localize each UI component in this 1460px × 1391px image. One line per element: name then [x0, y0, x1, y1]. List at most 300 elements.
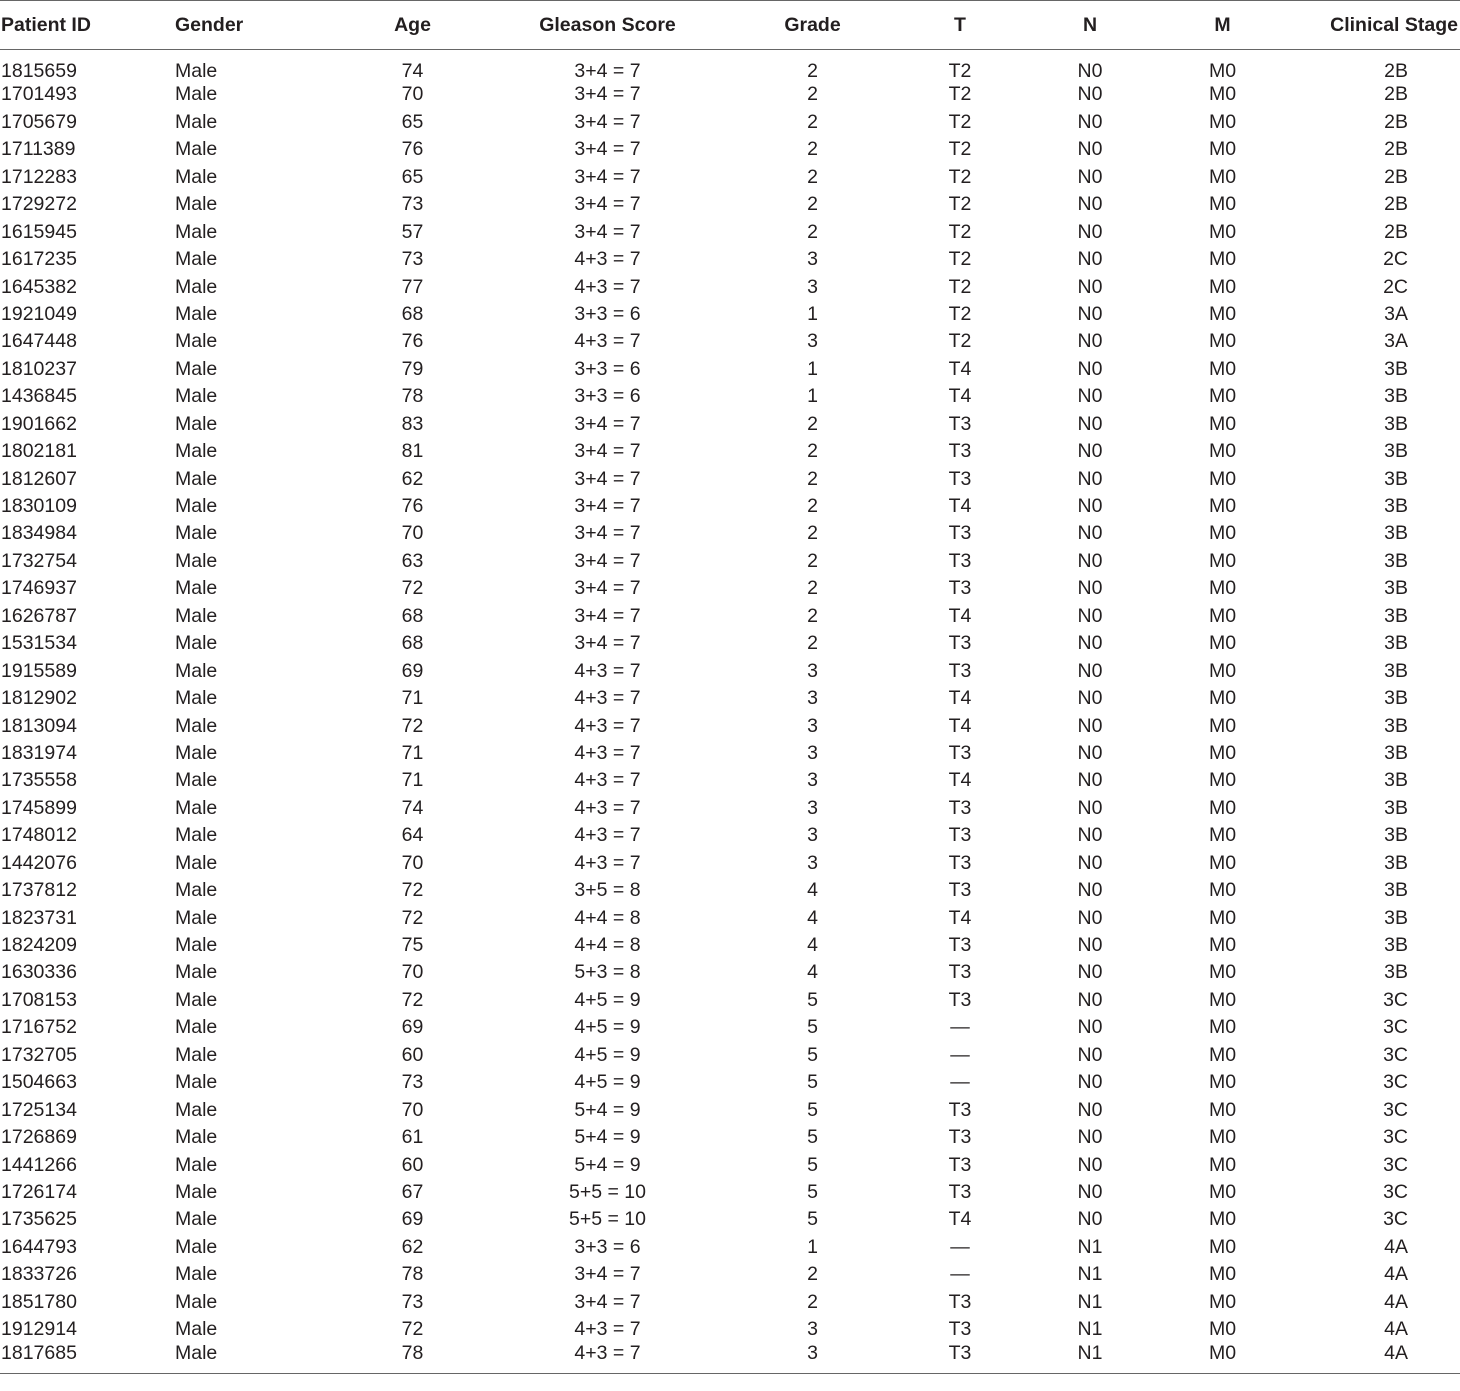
cell-grade: 2: [807, 165, 818, 188]
header-gleason-score: Gleason Score: [490, 1, 725, 50]
cell-gender: Male: [175, 1208, 218, 1231]
table-row: [0, 877, 1460, 904]
cell-t: —: [950, 1016, 970, 1039]
cell-gleason-score: 4+3 = 7: [574, 769, 641, 792]
cell-age: 72: [401, 906, 424, 929]
cell-t: T2: [948, 220, 972, 243]
cell-age: 70: [401, 851, 424, 874]
cell-grade: 5: [807, 1126, 818, 1149]
cell-age: 68: [401, 604, 424, 627]
cell-gleason-score: 3+3 = 6: [574, 302, 641, 325]
table-row: [0, 795, 1460, 822]
table-row: [0, 905, 1460, 932]
cell-patient-id: 1615945: [1, 220, 77, 243]
cell-n: N0: [1077, 714, 1103, 737]
cell-n: N0: [1077, 60, 1103, 82]
cell-clinical-stage: 3C: [1383, 1208, 1408, 1231]
table-row: [0, 987, 1460, 1014]
cell-t: T3: [948, 632, 972, 655]
table-row: [0, 1124, 1460, 1151]
cell-t: —: [950, 1043, 970, 1066]
cell-grade: 3: [807, 1318, 818, 1341]
cell-n: N0: [1077, 934, 1103, 957]
cell-m: M0: [1208, 1153, 1237, 1176]
cell-patient-id: 1626787: [1, 604, 77, 627]
cell-t: —: [950, 1235, 970, 1258]
cell-gender: Male: [175, 604, 218, 627]
cell-clinical-stage: 3B: [1384, 632, 1408, 655]
table-row: [0, 1097, 1460, 1124]
cell-gender: Male: [175, 248, 218, 271]
cell-age: 65: [401, 110, 424, 133]
cell-grade: 5: [807, 1180, 818, 1203]
cell-clinical-stage: 3B: [1384, 604, 1408, 627]
cell-t: T3: [948, 467, 972, 490]
cell-m: M0: [1208, 1126, 1237, 1149]
cell-patient-id: 1748012: [1, 824, 77, 847]
cell-n: N0: [1077, 796, 1103, 819]
cell-grade: 2: [807, 412, 818, 435]
cell-clinical-stage: 3C: [1383, 988, 1408, 1011]
header-patient-id: Patient ID: [0, 1, 175, 50]
cell-gender: Male: [175, 769, 218, 792]
cell-gender: Male: [175, 1344, 335, 1374]
cell-grade: 5: [807, 1098, 818, 1121]
table-row: [0, 713, 1460, 740]
cell-n: N1: [1077, 1235, 1103, 1258]
cell-patient-id: 1851780: [1, 1290, 77, 1313]
cell-grade: 5: [807, 1016, 818, 1039]
cell-gender: Male: [175, 741, 218, 764]
cell-t: T3: [948, 522, 972, 545]
cell-gleason-score: 3+4 = 7: [574, 1263, 641, 1286]
cell-m: M0: [1208, 906, 1237, 929]
cell-gleason-score: 3+4 = 7: [574, 1290, 641, 1313]
cell-age: 79: [401, 357, 424, 380]
cell-n: N0: [1077, 385, 1103, 408]
cell-grade: 2: [807, 604, 818, 627]
cell-t: T3: [948, 1098, 972, 1121]
cell-age: 60: [401, 1043, 424, 1066]
cell-t: T2: [948, 138, 972, 161]
cell-m: M0: [1208, 1318, 1237, 1341]
table-row: [0, 109, 1460, 136]
cell-gleason-score: 3+4 = 7: [574, 632, 641, 655]
cell-n: N0: [1077, 988, 1103, 1011]
cell-grade: 2: [807, 110, 818, 133]
cell-patient-id: 1725134: [1, 1098, 77, 1121]
cell-grade: 3: [807, 687, 818, 710]
cell-clinical-stage: 2C: [1383, 248, 1408, 271]
cell-gender: Male: [175, 60, 218, 82]
cell-patient-id: 1833726: [1, 1263, 77, 1286]
cell-t: T4: [948, 906, 972, 929]
cell-t: T4: [948, 495, 972, 518]
table-row: [0, 356, 1460, 383]
cell-m: M0: [1208, 275, 1237, 298]
table-row: [0, 191, 1460, 218]
cell-n: N0: [1077, 522, 1103, 545]
cell-clinical-stage: 2B: [1384, 83, 1408, 106]
cell-n: N0: [1077, 769, 1103, 792]
cell-n: N0: [1077, 879, 1103, 902]
cell-grade: 1: [807, 385, 818, 408]
cell-gleason-score: 3+4 = 7: [574, 138, 641, 161]
cell-gleason-score: 3+4 = 7: [574, 110, 641, 133]
cell-gleason-score: 3+4 = 7: [574, 193, 641, 216]
cell-t: T3: [948, 796, 972, 819]
cell-gleason-score: 4+5 = 9: [574, 1071, 641, 1094]
cell-clinical-stage: 3B: [1384, 577, 1408, 600]
cell-gleason-score: 3+4 = 7: [574, 549, 641, 572]
cell-m: M0: [1208, 714, 1237, 737]
cell-grade: 3: [807, 851, 818, 874]
cell-m: M0: [1208, 220, 1237, 243]
cell-age: 69: [401, 659, 424, 682]
cell-gender: Male: [175, 522, 218, 545]
table-row: [0, 960, 1460, 987]
cell-clinical-stage: 3A: [1384, 330, 1408, 353]
cell-gender: Male: [175, 1263, 218, 1286]
cell-patient-id: 1823731: [1, 906, 77, 929]
cell-grade: 2: [807, 220, 818, 243]
cell-grade: 2: [807, 632, 818, 655]
cell-gleason-score: 4+3 = 7: [574, 248, 641, 271]
cell-t: —: [950, 1071, 970, 1094]
cell-grade: 1: [807, 1235, 818, 1258]
cell-grade: 4: [807, 961, 818, 984]
cell-m: M0: [1208, 1016, 1237, 1039]
cell-n: N1: [1077, 1263, 1103, 1286]
cell-grade: 2: [807, 1263, 818, 1286]
cell-t: T2: [948, 275, 972, 298]
cell-m: M0: [1208, 193, 1237, 216]
cell-gleason-score: 5+5 = 10: [569, 1208, 646, 1231]
cell-patient-id: 1817685: [0, 1344, 175, 1374]
header-t: T: [900, 1, 1020, 50]
cell-patient-id: 1617235: [1, 248, 77, 271]
cell-m: M0: [1208, 879, 1237, 902]
cell-patient-id: 1732705: [1, 1043, 77, 1066]
cell-n: N0: [1077, 1071, 1103, 1094]
cell-clinical-stage: 2B: [1384, 165, 1408, 188]
cell-patient-id: 1630336: [1, 961, 77, 984]
cell-n: N0: [1077, 412, 1103, 435]
cell-gleason-score: 5+4 = 9: [574, 1153, 641, 1176]
header-m: M: [1160, 1, 1285, 50]
cell-age: 72: [401, 1318, 424, 1341]
cell-n: N0: [1077, 659, 1103, 682]
cell-gleason-score: 4+4 = 8: [574, 934, 641, 957]
cell-clinical-stage: 4A: [1384, 1318, 1408, 1341]
cell-clinical-stage: 3B: [1384, 741, 1408, 764]
cell-m: M0: [1208, 1180, 1237, 1203]
cell-age: 70: [401, 961, 424, 984]
cell-m: M0: [1208, 741, 1237, 764]
table-row: [0, 1069, 1460, 1096]
cell-grade: 4: [807, 906, 818, 929]
cell-t: T3: [948, 741, 972, 764]
cell-grade: 5: [807, 1208, 818, 1231]
cell-n: N0: [1077, 138, 1103, 161]
cell-gender: Male: [175, 302, 218, 325]
cell-gender: Male: [175, 495, 218, 518]
cell-gleason-score: 3+4 = 7: [574, 577, 641, 600]
cell-age: 78: [401, 1263, 424, 1286]
cell-patient-id: 1735558: [1, 769, 77, 792]
cell-age: 71: [401, 769, 424, 792]
cell-clinical-stage: 3B: [1384, 961, 1408, 984]
cell-grade: 2: [807, 467, 818, 490]
cell-n: N0: [1077, 632, 1103, 655]
cell-grade: 2: [807, 60, 818, 82]
cell-grade: 3: [807, 659, 818, 682]
cell-grade: 5: [807, 1043, 818, 1066]
cell-m: M0: [1208, 1208, 1237, 1231]
cell-m: M0: [1208, 110, 1237, 133]
cell-grade: 5: [807, 1153, 818, 1176]
cell-gleason-score: 4+3 = 7: [574, 741, 641, 764]
cell-age: 75: [401, 934, 424, 957]
cell-clinical-stage: 3B: [1384, 385, 1408, 408]
cell-clinical-stage: 2B: [1384, 193, 1408, 216]
cell-patient-id: 1737812: [1, 879, 77, 902]
cell-patient-id: 1726174: [1, 1180, 77, 1203]
table-row: [0, 438, 1460, 465]
cell-gender: Male: [175, 275, 218, 298]
cell-t: T3: [948, 1180, 972, 1203]
cell-patient-id: 1921049: [1, 302, 77, 325]
cell-gender: Male: [175, 934, 218, 957]
cell-gender: Male: [175, 714, 218, 737]
table-row: [0, 136, 1460, 163]
cell-m: M0: [1208, 385, 1237, 408]
cell-age: 65: [401, 165, 424, 188]
cell-n: N0: [1077, 687, 1103, 710]
cell-gender: Male: [175, 385, 218, 408]
cell-patient-id: 1716752: [1, 1016, 77, 1039]
cell-age: 68: [401, 302, 424, 325]
cell-patient-id: 1531534: [1, 632, 77, 655]
cell-clinical-stage: 4A: [1384, 1235, 1408, 1258]
cell-gleason-score: 5+4 = 9: [574, 1098, 641, 1121]
cell-t: T3: [900, 1344, 1020, 1374]
table-row: [0, 466, 1460, 493]
cell-n: N0: [1077, 440, 1103, 463]
cell-gender: Male: [175, 796, 218, 819]
cell-clinical-stage: 4A: [1384, 1290, 1408, 1313]
cell-n: N0: [1077, 302, 1103, 325]
header-row: [0, 1, 1460, 50]
cell-clinical-stage: 3B: [1384, 495, 1408, 518]
cell-t: T3: [948, 440, 972, 463]
cell-t: T3: [948, 851, 972, 874]
cell-grade: 3: [725, 1344, 900, 1374]
cell-gender: Male: [175, 906, 218, 929]
cell-clinical-stage: 3C: [1383, 1071, 1408, 1094]
cell-gleason-score: 3+5 = 8: [574, 879, 641, 902]
cell-age: 62: [401, 467, 424, 490]
cell-patient-id: 1813094: [1, 714, 77, 737]
cell-patient-id: 1834984: [1, 522, 77, 545]
cell-grade: 2: [807, 1290, 818, 1313]
cell-m: M0: [1208, 1290, 1237, 1313]
cell-clinical-stage: 3C: [1383, 1180, 1408, 1203]
cell-t: T4: [948, 687, 972, 710]
cell-n: N0: [1077, 1180, 1103, 1203]
cell-t: T2: [948, 83, 972, 106]
cell-clinical-stage: 3C: [1383, 1043, 1408, 1066]
cell-gleason-score: 3+4 = 7: [574, 495, 641, 518]
cell-clinical-stage: 3B: [1384, 851, 1408, 874]
table-row: [0, 1289, 1460, 1316]
cell-clinical-stage: 4A: [1384, 1263, 1408, 1286]
cell-clinical-stage: 3B: [1384, 906, 1408, 929]
cell-gleason-score: 4+5 = 9: [574, 1016, 641, 1039]
cell-n: N0: [1077, 330, 1103, 353]
cell-age: 83: [401, 412, 424, 435]
cell-gender: Male: [175, 961, 218, 984]
cell-gleason-score: 4+3 = 7: [574, 851, 641, 874]
cell-gleason-score: 4+3 = 7: [574, 824, 641, 847]
cell-clinical-stage: 3B: [1384, 440, 1408, 463]
cell-m: M0: [1208, 440, 1237, 463]
cell-age: 69: [401, 1208, 424, 1231]
cell-patient-id: 1442076: [1, 851, 77, 874]
cell-patient-id: 1830109: [1, 495, 77, 518]
cell-clinical-stage: 3A: [1384, 302, 1408, 325]
cell-age: 73: [401, 193, 424, 216]
table-header: [0, 1, 1460, 50]
cell-m: M0: [1208, 1235, 1237, 1258]
cell-grade: 2: [807, 495, 818, 518]
cell-age: 71: [401, 687, 424, 710]
cell-clinical-stage: 2C: [1383, 275, 1408, 298]
cell-m: M0: [1208, 577, 1237, 600]
cell-gleason-score: 3+4 = 7: [574, 60, 641, 82]
cell-m: M0: [1208, 934, 1237, 957]
cell-grade: 2: [807, 83, 818, 106]
cell-t: T3: [948, 961, 972, 984]
cell-patient-id: 1810237: [1, 357, 77, 380]
cell-gleason-score: 5+4 = 9: [574, 1126, 641, 1149]
cell-patient-id: 1732754: [1, 549, 77, 572]
cell-age: 60: [401, 1153, 424, 1176]
cell-grade: 3: [807, 741, 818, 764]
cell-t: —: [950, 1263, 970, 1286]
cell-m: M0: [1208, 357, 1237, 380]
table-row: [0, 658, 1460, 685]
cell-gleason-score: 4+3 = 7: [574, 687, 641, 710]
cell-n: N0: [1077, 577, 1103, 600]
cell-grade: 1: [807, 302, 818, 325]
cell-age: 73: [401, 248, 424, 271]
cell-clinical-stage: 3B: [1384, 879, 1408, 902]
cell-age: 74: [401, 60, 424, 82]
cell-age: 76: [401, 330, 424, 353]
cell-patient-id: 1647448: [1, 330, 77, 353]
cell-m: M0: [1208, 851, 1237, 874]
table-row: [0, 1152, 1460, 1179]
cell-gleason-score: 4+3 = 7: [574, 275, 641, 298]
table-row: [0, 1234, 1460, 1261]
cell-gender: Male: [175, 357, 218, 380]
cell-patient-id: 1745899: [1, 796, 77, 819]
cell-patient-id: 1812607: [1, 467, 77, 490]
cell-m: M0: [1208, 495, 1237, 518]
cell-grade: 3: [807, 330, 818, 353]
cell-n: N0: [1077, 1043, 1103, 1066]
cell-grade: 5: [807, 1071, 818, 1094]
cell-grade: 2: [807, 549, 818, 572]
cell-clinical-stage: 2B: [1384, 60, 1408, 82]
cell-patient-id: 1729272: [1, 193, 77, 216]
cell-patient-id: 1712283: [1, 165, 77, 188]
cell-clinical-stage: 3B: [1384, 714, 1408, 737]
cell-n: N0: [1077, 741, 1103, 764]
header-grade: Grade: [725, 1, 900, 50]
table-row: [0, 493, 1460, 520]
cell-m: M0: [1208, 522, 1237, 545]
table-row: [0, 1261, 1460, 1288]
cell-n: N0: [1077, 1126, 1103, 1149]
cell-gender: Male: [175, 138, 218, 161]
cell-t: T2: [948, 330, 972, 353]
cell-age: 70: [401, 522, 424, 545]
cell-grade: 3: [807, 275, 818, 298]
cell-patient-id: 1802181: [1, 440, 77, 463]
cell-gender: Male: [175, 220, 218, 243]
cell-patient-id: 1711389: [1, 138, 76, 161]
cell-n: N0: [1077, 220, 1103, 243]
cell-n: N0: [1077, 193, 1103, 216]
cell-m: M0: [1208, 1071, 1237, 1094]
cell-gleason-score: 4+5 = 9: [574, 1043, 641, 1066]
cell-n: N1: [1077, 1318, 1103, 1341]
cell-grade: 3: [807, 796, 818, 819]
cell-clinical-stage: 3B: [1384, 467, 1408, 490]
cell-m: M0: [1208, 302, 1237, 325]
header-n: N: [1020, 1, 1160, 50]
cell-age: 70: [401, 83, 424, 106]
cell-n: N0: [1077, 604, 1103, 627]
cell-gleason-score: 3+3 = 6: [574, 1235, 641, 1258]
cell-gleason-score: 4+3 = 7: [574, 796, 641, 819]
cell-gleason-score: 3+4 = 7: [574, 467, 641, 490]
cell-gleason-score: 4+3 = 7: [574, 1318, 641, 1341]
table-row: [0, 521, 1460, 548]
cell-gleason-score: 3+4 = 7: [574, 440, 641, 463]
cell-t: T4: [948, 1208, 972, 1231]
cell-m: M0: [1160, 1344, 1285, 1374]
cell-gleason-score: 3+4 = 7: [574, 83, 641, 106]
cell-patient-id: 1812902: [1, 687, 77, 710]
table-row: [0, 767, 1460, 794]
cell-age: 76: [401, 495, 424, 518]
cell-clinical-stage: 3B: [1384, 549, 1408, 572]
cell-t: T3: [948, 549, 972, 572]
cell-clinical-stage: 3B: [1384, 357, 1408, 380]
cell-t: T2: [948, 165, 972, 188]
cell-age: 71: [401, 741, 424, 764]
cell-clinical-stage: 3C: [1383, 1126, 1408, 1149]
table-row: [0, 1344, 1460, 1374]
cell-m: M0: [1208, 796, 1237, 819]
cell-m: M0: [1208, 961, 1237, 984]
cell-n: N0: [1077, 1208, 1103, 1231]
cell-clinical-stage: 3B: [1384, 769, 1408, 792]
cell-patient-id: 1441266: [1, 1153, 77, 1176]
